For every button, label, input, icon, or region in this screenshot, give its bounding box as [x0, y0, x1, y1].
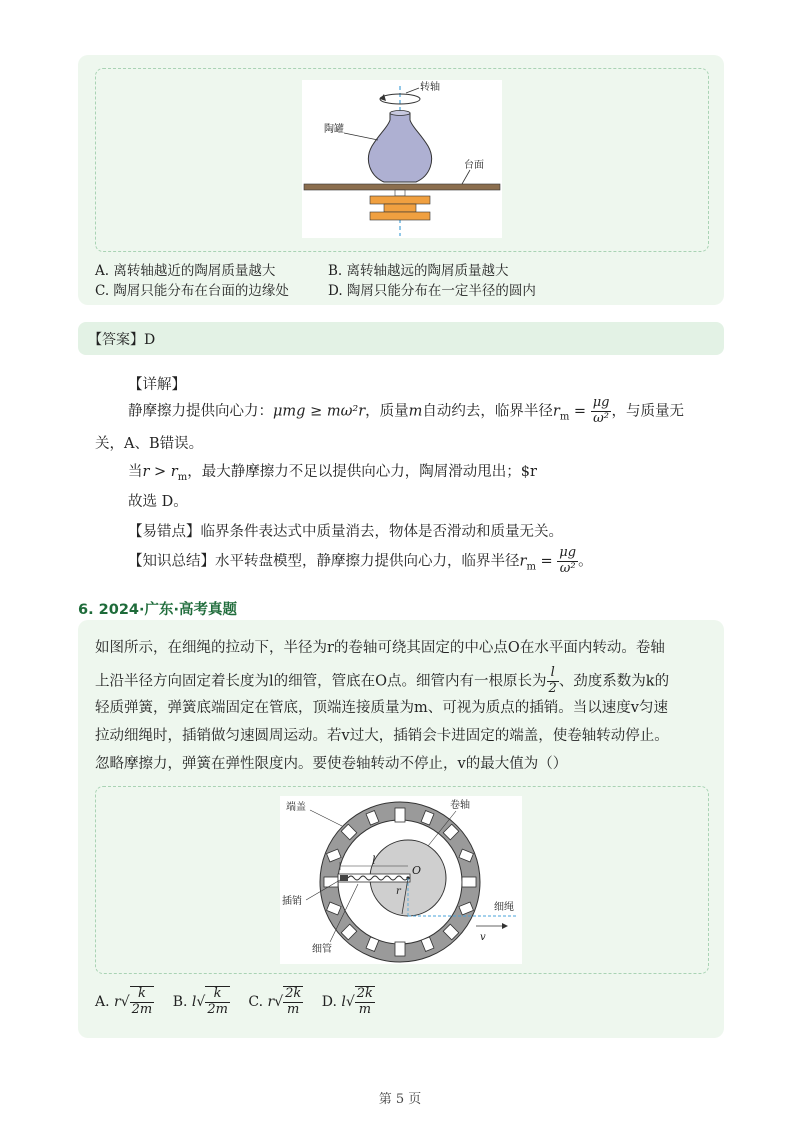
option-a	[95, 986, 154, 1018]
center-o-label: O	[412, 864, 422, 877]
symbol-r: r	[519, 553, 527, 570]
option-a: A. 离转轴越近的陶屑质量越大	[95, 263, 276, 279]
fraction-denominator: 2	[548, 680, 557, 696]
option-letter: C.	[248, 993, 264, 1010]
question-6-text-line-3: 轻质弹簧，弹簧底端固定在管底，顶端连接质量为m、可视为质点的插销。当以速度v匀速	[95, 700, 668, 716]
pottery-wheel-figure	[302, 80, 502, 238]
option-b	[173, 986, 230, 1018]
answer-line	[88, 329, 155, 349]
jar-label: 陶罐	[324, 124, 344, 135]
page-number: 第 5 页	[378, 1092, 422, 1107]
fraction-numerator: μg	[559, 545, 577, 560]
fraction-numerator: 2k	[285, 986, 302, 1001]
summary-end: 。	[578, 553, 593, 570]
formula-friction: μmg ≥ mω²r	[273, 403, 366, 420]
solution-text: ，质量	[365, 403, 409, 420]
option-fraction	[205, 986, 230, 1018]
fraction-numerator: 2k	[356, 986, 373, 1001]
table-label: 台面	[464, 160, 484, 171]
sqrt-icon: √	[120, 993, 130, 1010]
option-coefficient: r	[114, 993, 121, 1010]
option-coefficient: l	[191, 993, 197, 1010]
summary-text: 水平转盘模型，静摩擦力提供向心力，临界半径	[215, 553, 520, 570]
radius-r-label: r	[396, 886, 401, 897]
question-6-text-line-4: 拉动细绳时，插销做匀速圆周运动。若v过大，插销会卡进固定的端盖，使卷轴转动停止。	[95, 728, 669, 744]
solution-line-1	[128, 396, 684, 427]
subscript-m: m	[526, 561, 536, 573]
equals-sign: =	[535, 553, 558, 570]
pitfall-line	[128, 520, 563, 541]
answer-label: 【答案】	[88, 332, 144, 348]
solution-text: ，与质量无	[611, 403, 684, 420]
critical-radius-fraction	[591, 396, 612, 427]
option-letter: A.	[95, 993, 110, 1010]
cap-label: 端盖	[286, 802, 306, 813]
reel-figure	[280, 796, 522, 964]
solution-line-3	[128, 460, 537, 483]
axis-label: 转轴	[420, 82, 440, 93]
sqrt-icon: √	[345, 993, 355, 1010]
answer-bar	[78, 322, 724, 355]
pitfall-label: 【易错点】	[128, 524, 201, 540]
symbol-m: m	[408, 403, 423, 420]
option-letter: B.	[172, 993, 188, 1010]
solution-line-2: 关，A、B错误。	[95, 436, 204, 452]
pin-label: 插销	[282, 896, 302, 907]
question-6-title: 6. 2024·广东·高考真题	[78, 602, 238, 618]
tube-label: 细管	[312, 944, 332, 955]
summary-line	[128, 546, 593, 577]
answer-value: D	[144, 332, 156, 348]
solution-text: 自动约去，临界半径	[422, 403, 553, 420]
fraction-numerator: k	[205, 987, 230, 1003]
length-l-label: l	[372, 854, 376, 867]
formula-condition: r > r	[142, 464, 178, 480]
subscript-m: m	[559, 411, 570, 423]
fraction-denominator: ω²	[593, 410, 609, 426]
fraction-denominator: 2m	[131, 1001, 153, 1017]
summary-label: 【知识总结】	[128, 553, 215, 570]
solution-heading: 【详解】	[128, 377, 186, 393]
reel-label: 卷轴	[450, 800, 470, 811]
option-coefficient: l	[341, 993, 346, 1010]
option-c: C. 陶屑只能分布在台面的边缘处	[95, 283, 289, 299]
question-6-options	[95, 986, 389, 1018]
option-fraction	[130, 986, 155, 1018]
option-c	[248, 986, 303, 1018]
sqrt-icon: √	[274, 993, 284, 1010]
sqrt-icon: √	[196, 993, 206, 1010]
fraction-numerator: k	[130, 987, 155, 1003]
rope-label: 细绳	[494, 902, 514, 913]
velocity-v-label: v	[480, 932, 486, 943]
question-text: 、劲度系数为k的	[558, 673, 670, 690]
fraction-numerator: μg	[592, 395, 610, 410]
option-d	[322, 986, 375, 1018]
solution-text: ，最大静摩擦力不足以提供向心力，陶屑滑动甩出；$r	[187, 464, 537, 480]
fraction-denominator: m	[287, 1001, 300, 1017]
question-6-text-line-2	[95, 666, 669, 697]
solution-text: 静摩擦力提供向心力：	[128, 403, 273, 420]
fraction-denominator: m	[358, 1001, 372, 1017]
fraction-denominator: 2m	[207, 1001, 228, 1017]
option-fraction	[283, 986, 303, 1018]
half-length-fraction	[547, 666, 559, 697]
solution-line-4: 故选 D。	[128, 494, 188, 510]
question-6-text-line-5: 忽略摩擦力，弹簧在弹性限度内。要使卷轴转动不停止，v的最大值为（）	[95, 756, 568, 772]
pitfall-text: 临界条件表达式中质量消去，物体是否滑动和质量无关。	[200, 524, 563, 540]
option-letter: D.	[321, 993, 337, 1010]
question-text: 上沿半径方向固定着长度为l的细管，管底在O点。细管内有一根原长为	[95, 673, 547, 690]
option-coefficient: r	[267, 993, 275, 1010]
equals-sign: =	[569, 403, 591, 420]
symbol-r: r	[552, 403, 560, 420]
question-6-text-line-1: 如图所示，在细绳的拉动下，半径为r的卷轴可绕其固定的中心点O在水平面内转动。卷轴	[95, 640, 665, 656]
critical-radius-fraction	[557, 546, 578, 577]
option-fraction	[355, 986, 375, 1018]
fraction-numerator: l	[547, 666, 559, 682]
subscript-m: m	[177, 471, 188, 483]
fraction-denominator: ω²	[559, 560, 576, 576]
option-b: B. 离转轴越远的陶屑质量越大	[328, 263, 509, 279]
option-d: D. 陶屑只能分布在一定半径的圆内	[328, 283, 536, 299]
solution-text: 当	[128, 464, 143, 480]
